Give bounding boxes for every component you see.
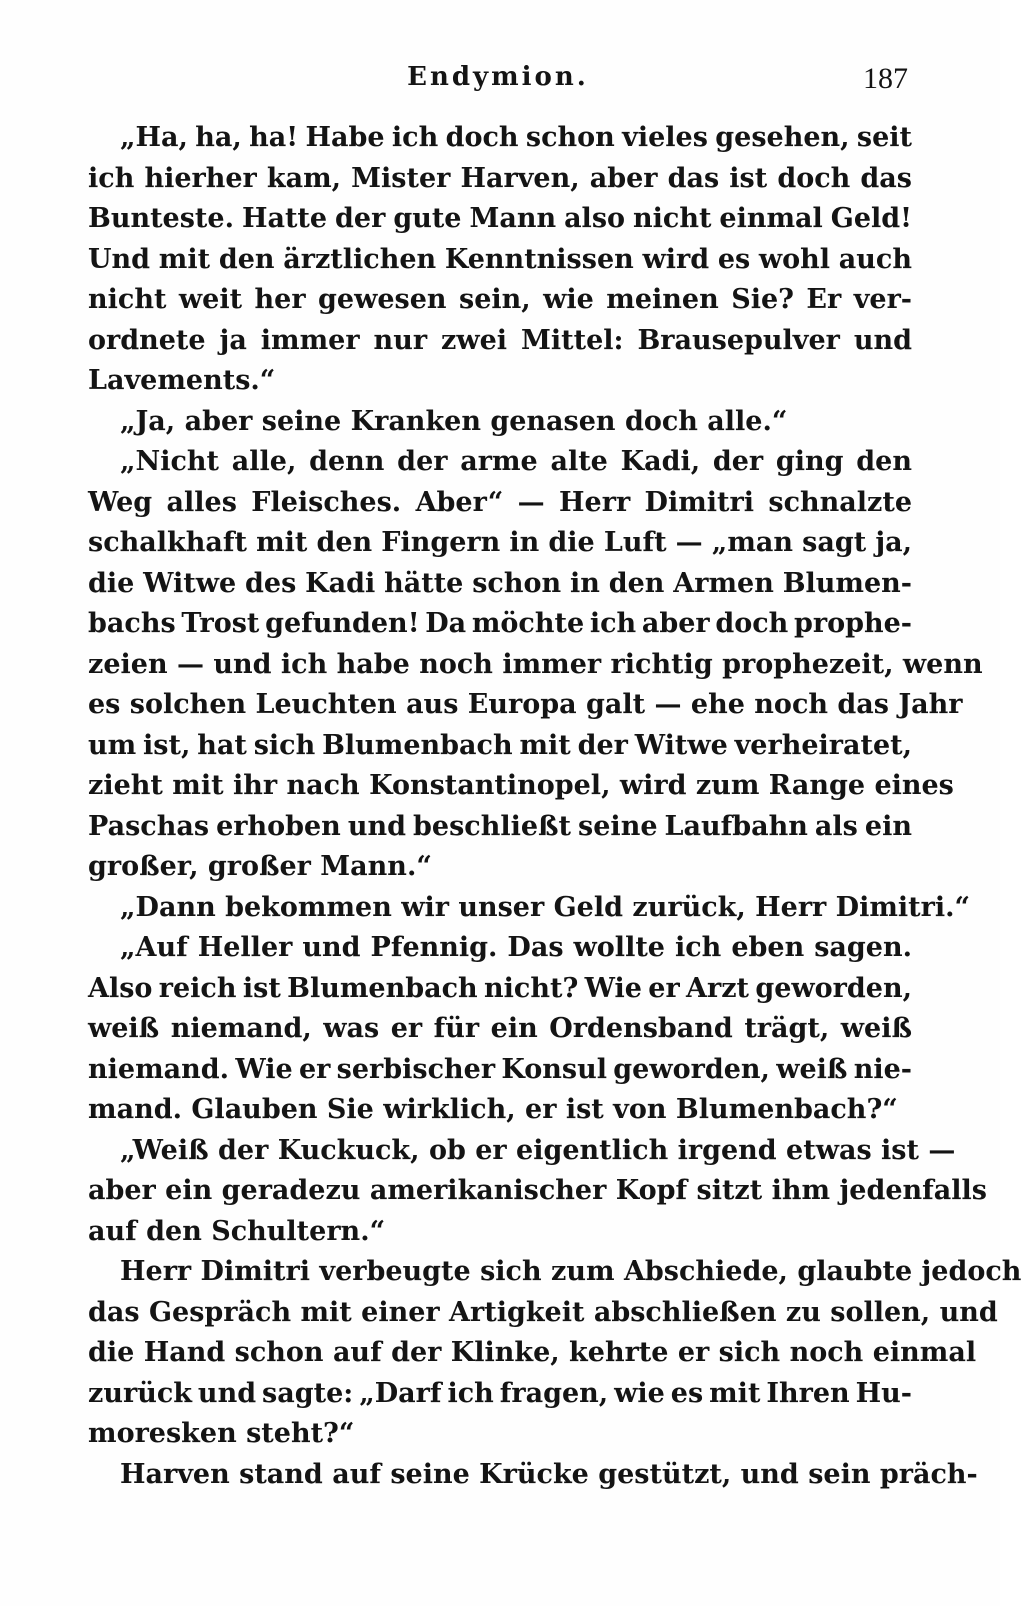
page-header bbox=[88, 62, 908, 106]
text-line: „Nicht alle, denn der arme alte Kadi, der ging den bbox=[120, 446, 912, 477]
text-line: Herr Dimitri verbeugte sich zum Abschiede, glaubte jedoch bbox=[120, 1256, 1021, 1287]
text-line: mand. Glauben Sie wirklich, er ist von Blumenbach?“ bbox=[88, 1094, 898, 1125]
text-line: Und mit den ärztlichen Kenntnissen wird es wohl auch bbox=[88, 243, 912, 275]
page-number: 187 bbox=[863, 62, 908, 95]
text-line: „Ja, aber seine Kranken genasen doch alle.“ bbox=[120, 405, 788, 437]
text-line: weiß niemand, was er für ein Ordensband trägt, weiß bbox=[88, 1013, 912, 1044]
text-line: das Gespräch mit einer Artigkeit abschließen zu sollen, und bbox=[88, 1296, 998, 1328]
running-title: Endymion. bbox=[407, 62, 589, 92]
text-line: Weg alles Fleisches. Aber“ — Herr Dimitri schnalzte bbox=[88, 486, 912, 518]
text-line: aber ein geradezu amerikanischer Kopf sitzt ihm jedenfalls bbox=[88, 1175, 987, 1206]
text-line: ordnete ja immer nur zwei Mittel: Brausepulver und bbox=[88, 324, 912, 356]
text-line: bachs Trost gefunden! Da möchte ich aber doch prophe- bbox=[88, 608, 912, 639]
text-line: Lavements.“ bbox=[88, 365, 276, 396]
text-line: „Dann bekommen wir unser Geld zurück, Herr Dimitri.“ bbox=[120, 891, 971, 923]
text-line: Harven stand auf seine Krücke gestützt, und sein präch- bbox=[120, 1458, 978, 1490]
text-line: Also reich ist Blumenbach nicht? Wie er Arzt geworden, bbox=[88, 972, 912, 1004]
body-text bbox=[88, 118, 1021, 1495]
text-line: auf den Schultern.“ bbox=[88, 1215, 386, 1247]
text-line: „Weiß der Kuckuck, ob er eigentlich irgend etwas ist — bbox=[120, 1134, 956, 1166]
text-line: „Auf Heller und Pfennig. Das wollte ich eben sagen. bbox=[120, 932, 912, 963]
text-line: nicht weit her gewesen sein, wie meinen Sie? Er ver- bbox=[88, 284, 912, 315]
text-line: „Ha, ha, ha! Habe ich doch schon vieles gesehen, seit bbox=[120, 122, 912, 153]
text-line: schalkhaft mit den Fingern in die Luft — „man sagt ja, bbox=[88, 527, 912, 558]
text-line: es solchen Leuchten aus Europa galt — ehe noch das Jahr bbox=[88, 689, 963, 720]
text-line: großer, großer Mann.“ bbox=[88, 851, 432, 882]
text-line: zieht mit ihr nach Konstantinopel, wird zum Range eines bbox=[88, 770, 954, 801]
text-line: zeien — und ich habe noch immer richtig prophezeit, wenn bbox=[88, 648, 983, 680]
text-line: ich hierher kam, Mister Harven, aber das ist doch das bbox=[88, 162, 912, 194]
text-line: moresken steht?“ bbox=[88, 1418, 355, 1449]
text-line: Paschas erhoben und beschließt seine Laufbahn als ein bbox=[88, 810, 912, 842]
text-line: niemand. Wie er serbischer Konsul geworden, weiß nie- bbox=[88, 1053, 912, 1085]
text-line: um ist, hat sich Blumenbach mit der Witwe verheiratet, bbox=[88, 729, 912, 761]
text-line: zurück und sagte: „Darf ich fragen, wie es mit Ihren Hu- bbox=[88, 1377, 912, 1409]
text-line: die Witwe des Kadi hätte schon in den Armen Blumen- bbox=[88, 567, 912, 599]
text-line: die Hand schon auf der Klinke, kehrte er sich noch einmal bbox=[88, 1337, 977, 1368]
text-line: Bunteste. Hatte der gute Mann also nicht einmal Geld! bbox=[88, 203, 912, 234]
